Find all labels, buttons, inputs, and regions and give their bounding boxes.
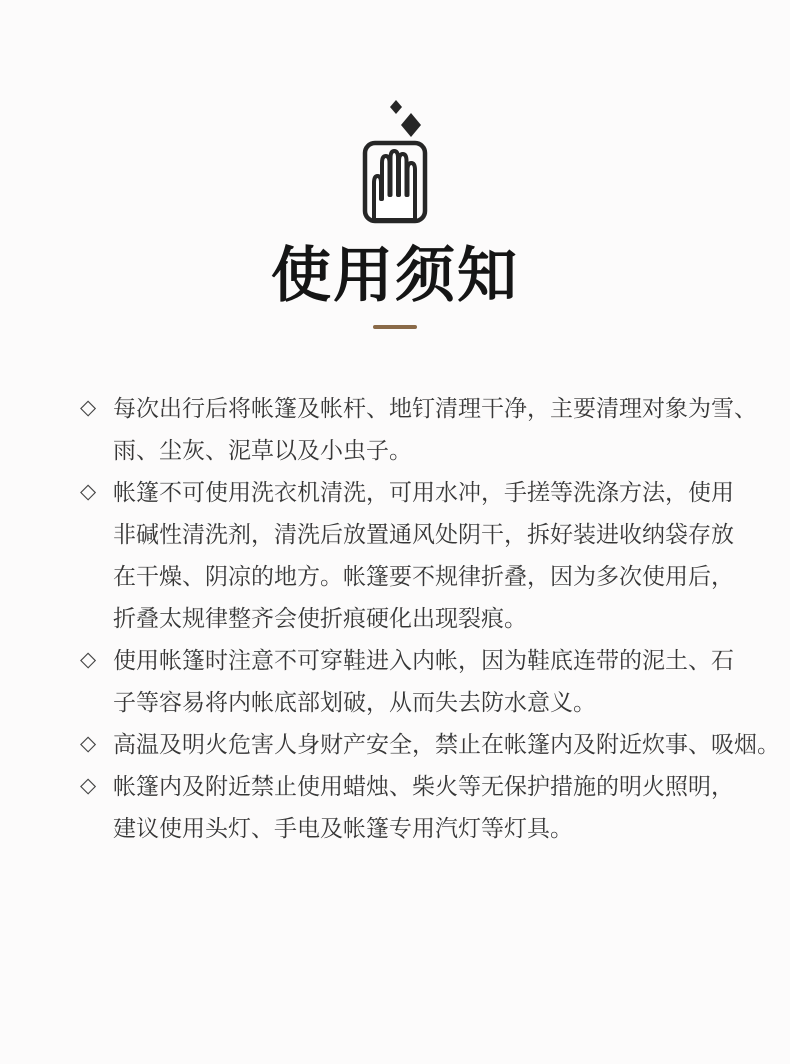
note-text [113, 471, 762, 639]
note-item [80, 639, 762, 723]
note-line: 帐篷不可使用洗衣机清洗，可用水冲，手搓等洗涤方法，使用 [113, 479, 734, 505]
hand-care-icon [362, 0, 428, 224]
note-text [113, 765, 762, 849]
diamond-bullet-icon: ◇ [80, 480, 97, 503]
diamond-bullet-icon: ◇ [80, 648, 97, 671]
sparkle-large-icon [401, 113, 421, 137]
note-line: 子等容易将内帐底部划破，从而失去防水意义。 [113, 689, 596, 715]
sparkle-small-icon [390, 100, 402, 114]
note-line: 使用帐篷时注意不可穿鞋进入内帐，因为鞋底连带的泥土、石 [113, 647, 734, 673]
note-item [80, 471, 762, 639]
note-text [113, 723, 780, 765]
note-text [113, 639, 762, 723]
diamond-bullet-icon: ◇ [80, 396, 97, 419]
note-item [80, 387, 762, 471]
hand-shape [374, 151, 415, 220]
diamond-bullet-icon: ◇ [80, 774, 97, 797]
usage-notes-list [80, 387, 780, 849]
note-text [113, 387, 762, 471]
note-line: 折叠太规律整齐会使折痕硬化出现裂痕。 [113, 605, 527, 631]
note-line: 非碱性清洗剂，清洗后放置通风处阴干，拆好装进收纳袋存放 [113, 521, 734, 547]
note-line: 建议使用头灯、手电及帐篷专用汽灯等灯具。 [113, 815, 573, 841]
note-line: 雨、尘灰、泥草以及小虫子。 [113, 437, 412, 463]
note-line: 高温及明火危害人身财产安全，禁止在帐篷内及附近炊事、吸烟。 [113, 731, 780, 757]
note-line: 帐篷内及附近禁止使用蜡烛、柴火等无保护措施的明火照明， [113, 773, 734, 799]
diamond-bullet-icon: ◇ [80, 732, 97, 755]
note-line: 每次出行后将帐篷及帐杆、地钉清理干净，主要清理对象为雪、 [113, 395, 757, 421]
note-item [80, 723, 780, 765]
title-divider [373, 325, 417, 329]
page-title: 使用须知 [271, 242, 519, 309]
note-item [80, 765, 762, 849]
note-line: 在干燥、阴凉的地方。帐篷要不规律折叠，因为多次使用后， [113, 563, 734, 589]
